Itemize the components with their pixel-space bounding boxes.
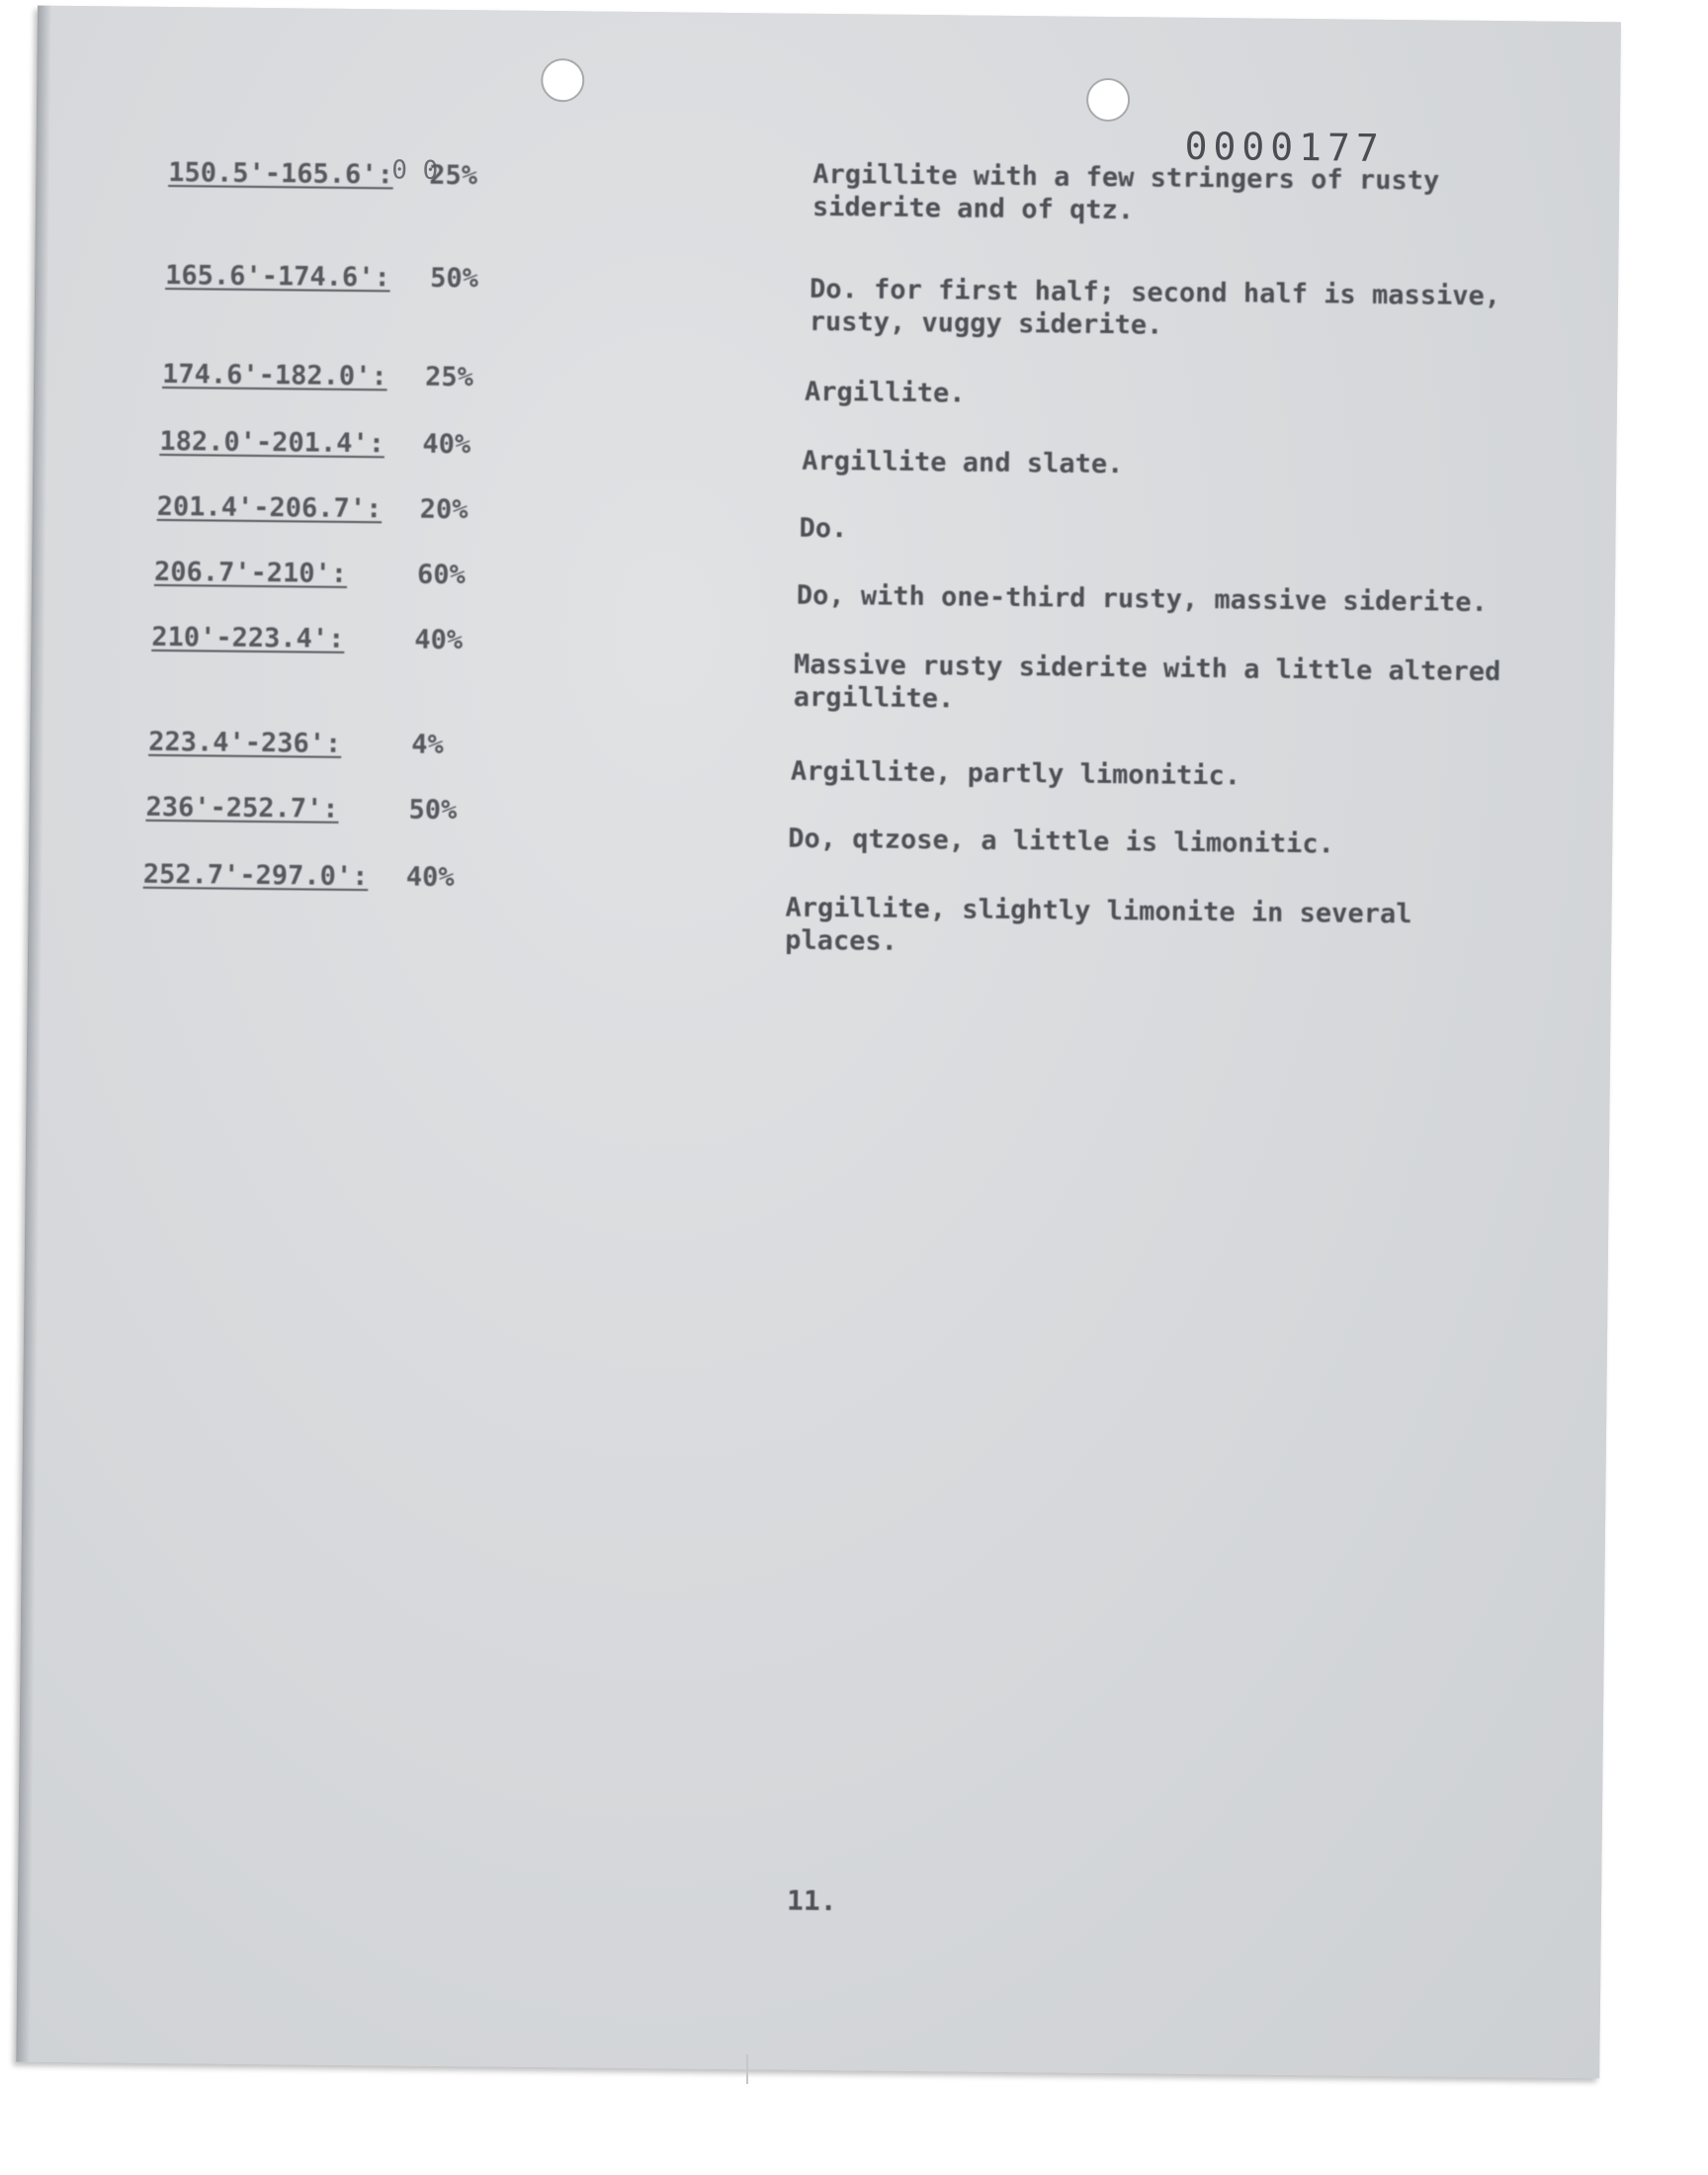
depth-interval: 182.0'-201.4': — [159, 425, 385, 460]
log-entry — [33, 490, 1616, 545]
document-number-stamp: 0000177 — [1184, 124, 1385, 170]
depth-interval: 165.6'-174.6': — [165, 259, 390, 294]
recovery-percent: 40% — [422, 428, 471, 461]
log-entry — [34, 358, 1617, 409]
depth-interval: 236'-252.7': — [145, 791, 339, 825]
depth-interval: 174.6'-182.0': — [161, 358, 387, 392]
page-number: 11. — [786, 1883, 837, 1918]
lithology-description: Do, qtzose, a little is limonitic. — [788, 823, 1335, 860]
recovery-percent: 25% — [429, 159, 478, 192]
lithology-description: Argillite with a few stringers of rusty siderite and of qtz. — [811, 158, 1440, 226]
lithology-description: Do. — [799, 512, 848, 545]
depth-interval: 252.7'-297.0': — [142, 858, 369, 893]
recovery-percent: 4% — [411, 729, 444, 760]
log-entry — [30, 726, 1613, 792]
punch-hole-icon — [1086, 78, 1130, 122]
recovery-percent: 25% — [424, 361, 474, 393]
lithology-description: Do, with one-third rusty, massive siderite. — [796, 579, 1488, 619]
depth-interval: 223.4'-236': — [148, 726, 342, 759]
document-sheet — [16, 6, 1621, 2079]
recovery-percent: 50% — [408, 794, 458, 826]
log-entry — [35, 259, 1618, 341]
depth-interval: 210'-223.4': — [151, 621, 345, 654]
lithology-description: Argillite, slightly limonite in several places. — [785, 892, 1412, 957]
sheet-edge-shadow — [16, 6, 51, 2062]
log-entry — [34, 425, 1617, 480]
recovery-percent: 40% — [414, 624, 464, 656]
depth-interval: 201.4'-206.7': — [156, 490, 383, 525]
log-entry — [32, 556, 1615, 619]
handwritten-mark: 0 0 — [391, 155, 439, 186]
recovery-percent: 50% — [430, 262, 479, 295]
scan-artifact-line — [746, 2054, 748, 2084]
lithology-description: Massive rusty siderite with a little altered argillite. — [793, 649, 1501, 715]
lithology-description: Argillite. — [804, 376, 966, 409]
lithology-description: Do. for first half; second half is massive, rusty, vuggy siderite. — [809, 273, 1501, 341]
lithology-description: Argillite and slate. — [802, 445, 1124, 480]
depth-interval: 150.5'-165.6': — [168, 157, 394, 191]
punch-hole-icon — [541, 58, 584, 102]
lithology-description: Argillite, partly limonitic. — [790, 755, 1241, 792]
recovery-percent: 60% — [416, 559, 466, 591]
recovery-percent: 40% — [405, 861, 455, 894]
log-entry — [32, 621, 1615, 715]
recovery-percent: 20% — [419, 493, 469, 526]
depth-interval: 206.7'-210': — [153, 556, 348, 589]
